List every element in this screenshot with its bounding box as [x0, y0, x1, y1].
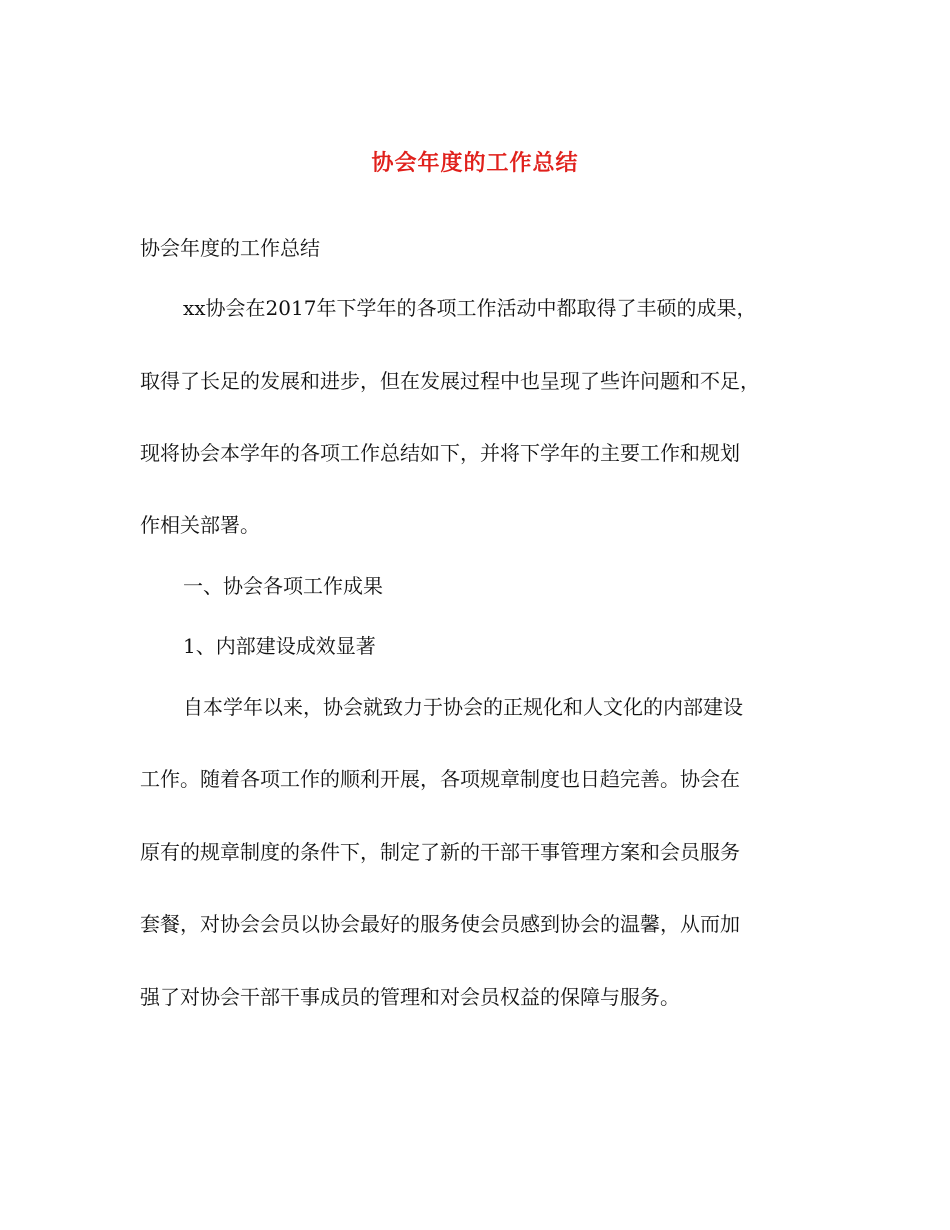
section-heading: 一、协会各项工作成果 [183, 574, 383, 598]
intro-line-3: 现将协会本学年的各项工作总结如下，并将下学年的主要工作和规划 [140, 441, 740, 465]
intro-line-1: xx协会在2017年下学年的各项工作活动中都取得了丰硕的成果， [183, 296, 757, 320]
body-line-2: 工作。随着各项工作的顺利开展，各项规章制度也日趋完善。协会在 [140, 767, 740, 791]
intro-line-4: 作相关部署。 [140, 513, 260, 537]
body-line-3: 原有的规章制度的条件下，制定了新的干部干事管理方案和会员服务 [140, 840, 740, 864]
intro-line-2: 取得了长足的发展和进步，但在发展过程中也呈现了些许问题和不足， [140, 369, 760, 393]
body-line-5: 强了对协会干部干事成员的管理和对会员权益的保障与服务。 [140, 985, 680, 1009]
document-title: 协会年度的工作总结 [371, 150, 579, 176]
body-line-4: 套餐，对协会会员以协会最好的服务使会员感到协会的温馨，从而加 [140, 912, 740, 936]
subsection-heading: 1、内部建设成效显著 [183, 634, 376, 658]
body-line-1: 自本学年以来，协会就致力于协会的正规化和人文化的内部建设 [183, 695, 743, 719]
document-subtitle: 协会年度的工作总结 [140, 236, 320, 260]
